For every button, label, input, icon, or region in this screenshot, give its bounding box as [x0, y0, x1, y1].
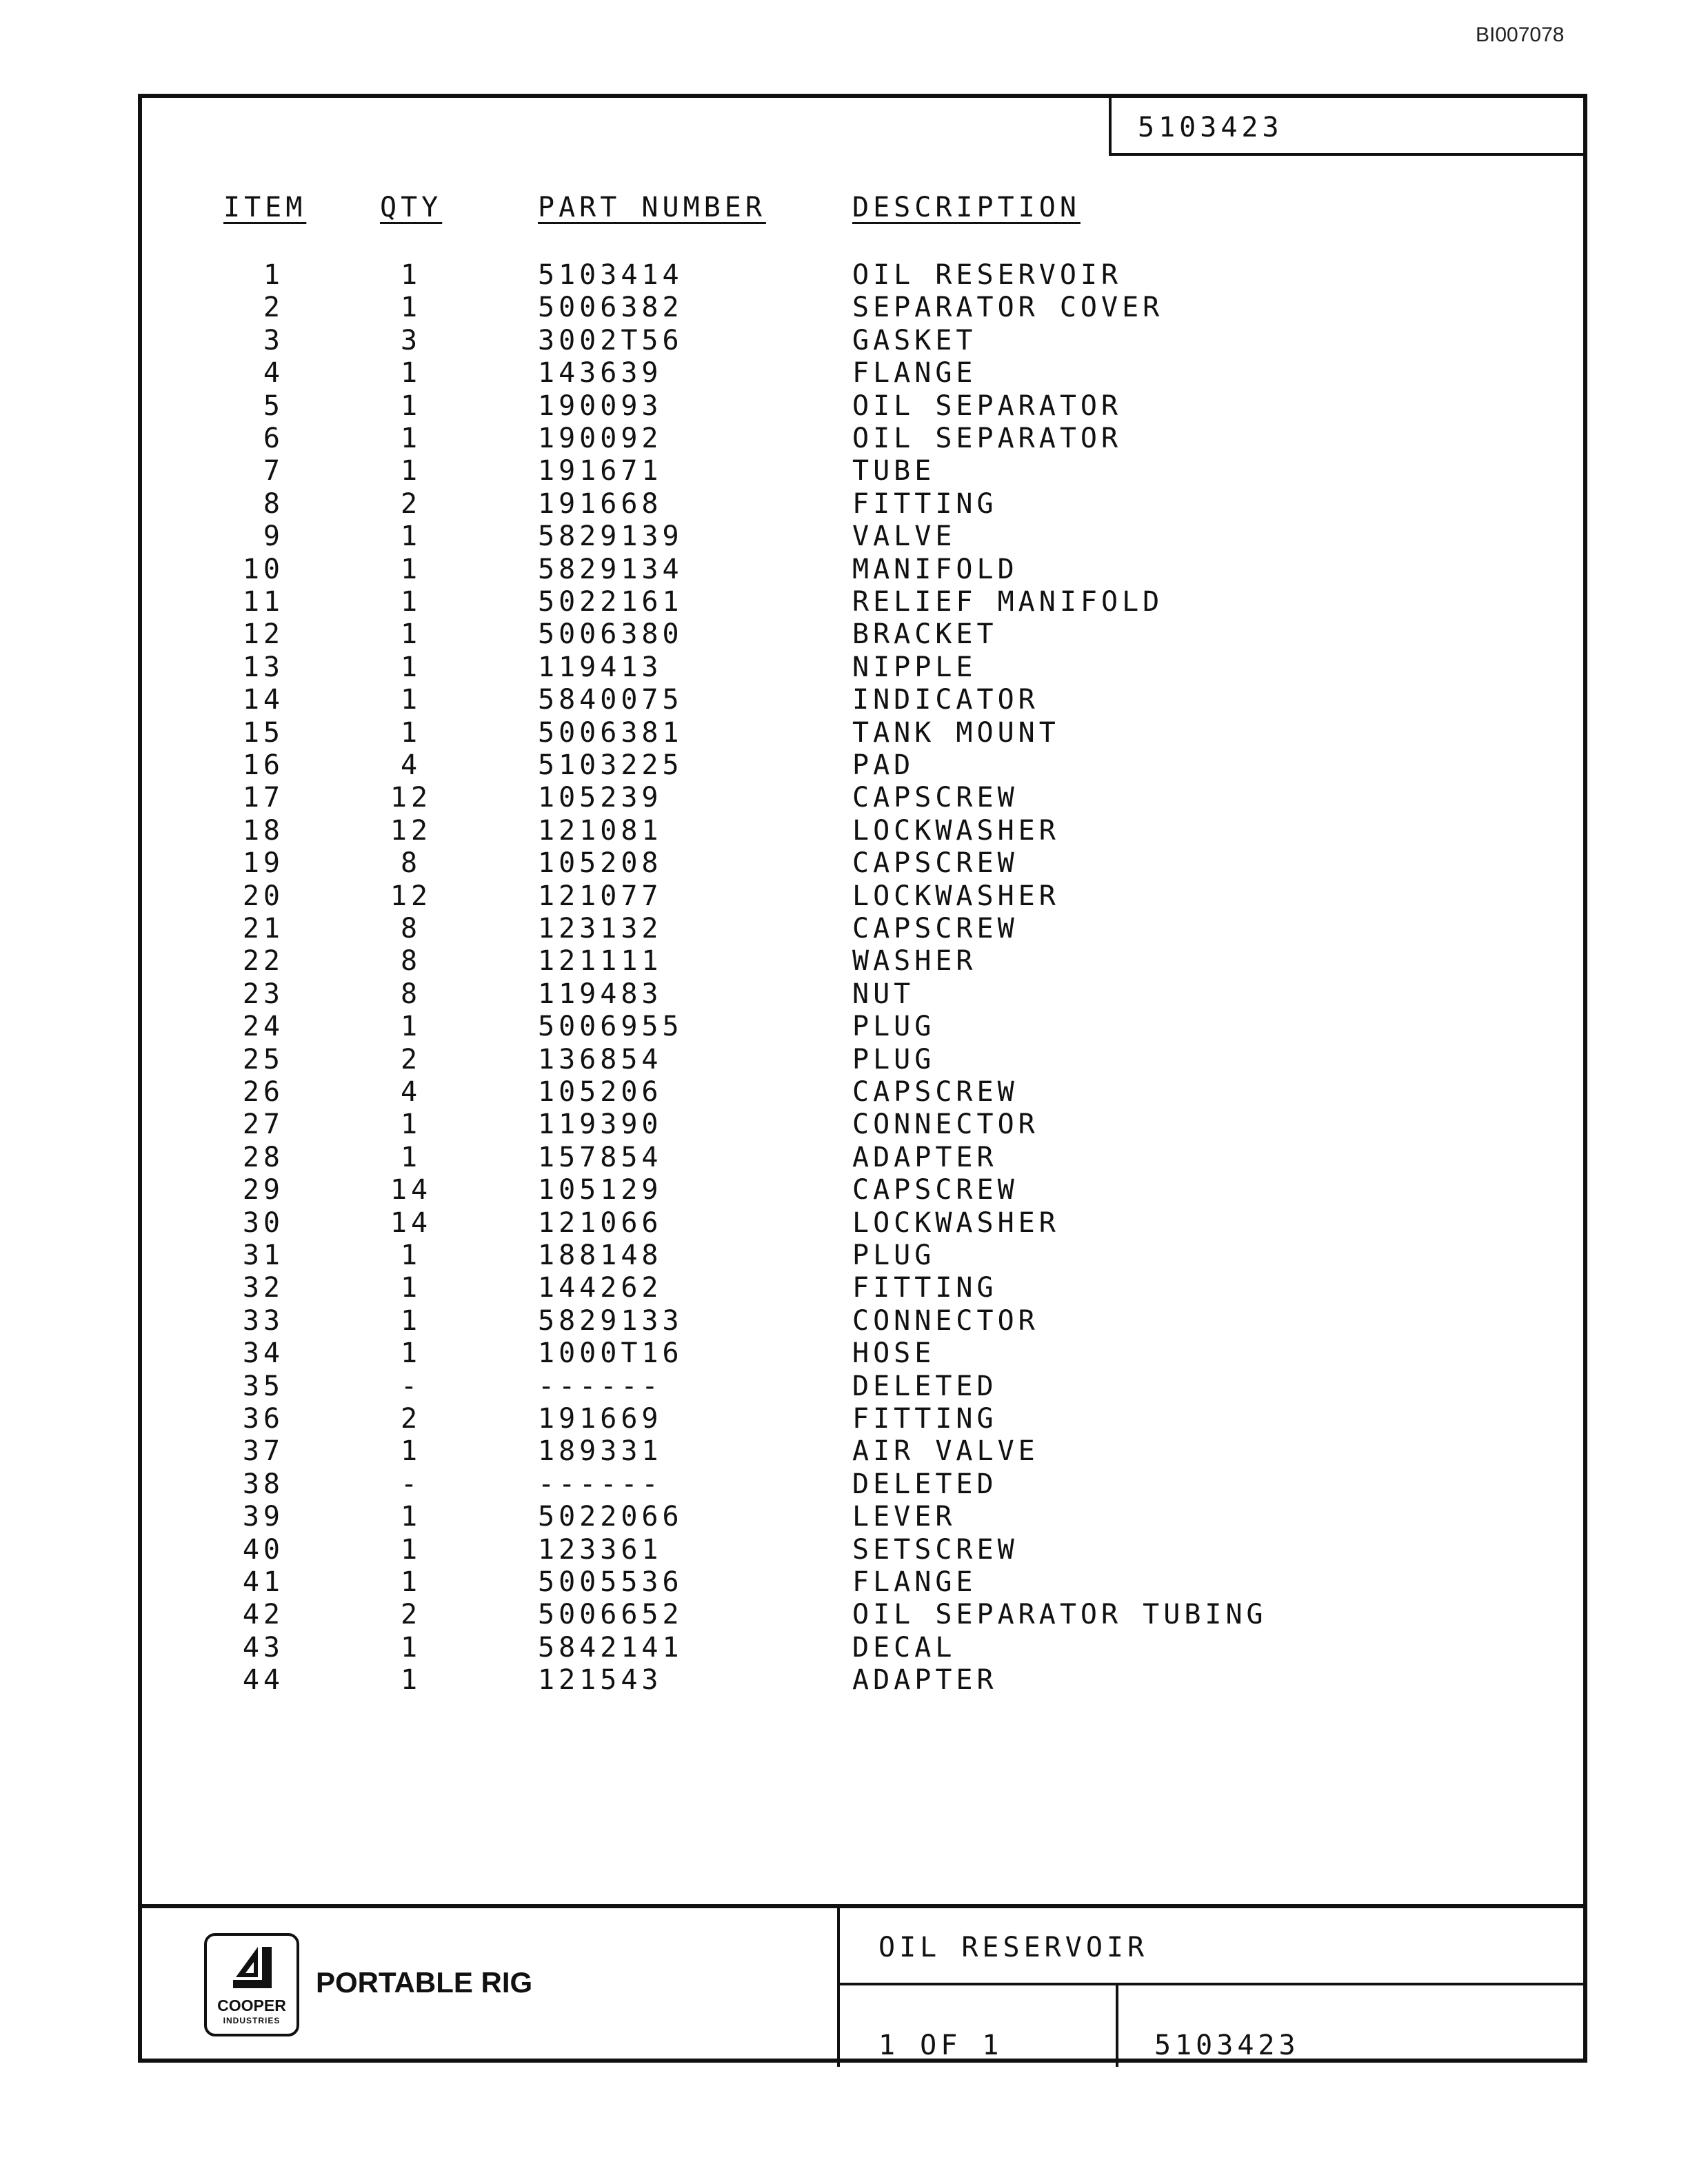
- cell-part-number: 5829134: [538, 553, 683, 585]
- table-row: [142, 1632, 1583, 1665]
- cell-description: MANIFOLD: [852, 553, 1018, 585]
- cell-description: LOCKWASHER: [852, 814, 1060, 847]
- cell-description: FLANGE: [852, 1566, 977, 1598]
- cell-qty: 1: [400, 586, 422, 618]
- cell-part-number: 5103414: [538, 259, 683, 291]
- cell-item: 31: [242, 1240, 284, 1271]
- cell-qty: 1: [400, 1337, 422, 1370]
- cell-part-number: 119390: [538, 1109, 663, 1141]
- cell-part-number: 121066: [538, 1206, 663, 1239]
- cell-item: 13: [242, 651, 284, 683]
- cell-item: 2: [263, 292, 284, 324]
- cell-qty: 1: [400, 1566, 422, 1598]
- cell-qty: 4: [400, 749, 422, 781]
- drawing-title: OIL RESERVOIR: [878, 1932, 1149, 1963]
- sheet-count: 1 OF 1: [878, 2030, 1003, 2061]
- cell-qty: 1: [400, 455, 422, 487]
- table-row: [142, 782, 1583, 815]
- cell-qty: 8: [400, 945, 422, 978]
- cell-qty: 1: [400, 292, 422, 324]
- cell-qty: 1: [400, 1304, 422, 1337]
- cell-qty: 1: [400, 1141, 422, 1173]
- cell-qty: 1: [400, 1272, 422, 1304]
- table-row: [142, 1337, 1583, 1371]
- cell-item: 12: [242, 618, 284, 651]
- cell-item: 17: [242, 782, 284, 814]
- cell-qty: 4: [400, 1076, 422, 1108]
- cell-part-number: 189331: [538, 1435, 663, 1468]
- cell-item: 40: [242, 1533, 284, 1566]
- cell-part-number: 5005536: [538, 1566, 683, 1598]
- cell-part-number: 143639: [538, 357, 663, 390]
- cell-item: 33: [242, 1304, 284, 1337]
- table-row: [142, 520, 1583, 554]
- cell-part-number: 121111: [538, 945, 663, 978]
- cell-part-number: ------: [538, 1468, 663, 1500]
- cell-description: FITTING: [852, 1272, 998, 1304]
- cell-description: WASHER: [852, 945, 977, 978]
- cell-item: 28: [242, 1141, 284, 1173]
- cell-item: 39: [242, 1501, 284, 1533]
- cell-description: FLANGE: [852, 357, 977, 390]
- cell-qty: 1: [400, 259, 422, 291]
- cell-part-number: 136854: [538, 1043, 663, 1075]
- cell-qty: 2: [400, 1403, 422, 1435]
- cell-part-number: 191669: [538, 1403, 663, 1435]
- header-part-number: PART NUMBER: [538, 192, 766, 223]
- cell-item: 8: [263, 487, 284, 520]
- cell-description: AIR VALVE: [852, 1435, 1039, 1468]
- cell-item: 9: [263, 520, 284, 553]
- cell-item: 6: [263, 423, 284, 454]
- cell-description: OIL SEPARATOR TUBING: [852, 1599, 1267, 1631]
- header-qty: QTY: [380, 192, 443, 223]
- cell-description: CAPSCREW: [852, 913, 1018, 944]
- table-row: [142, 1599, 1583, 1632]
- cell-qty: 14: [390, 1206, 432, 1239]
- cell-description: NUT: [852, 978, 915, 1010]
- cell-part-number: 5022066: [538, 1501, 683, 1533]
- cell-part-number: 121077: [538, 880, 663, 912]
- cell-description: HOSE: [852, 1337, 936, 1370]
- table-row: [142, 325, 1583, 358]
- cell-item: 23: [242, 978, 284, 1010]
- cell-part-number: 157854: [538, 1141, 663, 1173]
- table-row: [142, 1240, 1583, 1273]
- cooper-logo: [204, 1933, 299, 2036]
- cell-item: 10: [242, 553, 284, 585]
- cell-qty: 12: [390, 782, 432, 814]
- cell-part-number: 5829133: [538, 1304, 683, 1337]
- cell-item: 22: [242, 945, 284, 978]
- cell-description: INDICATOR: [852, 684, 1039, 716]
- cell-part-number: 5103225: [538, 749, 683, 781]
- cell-qty: 3: [400, 324, 422, 356]
- cell-description: SETSCREW: [852, 1533, 1018, 1566]
- cell-part-number: 5006955: [538, 1011, 683, 1043]
- cell-part-number: 144262: [538, 1272, 663, 1304]
- cell-item: 37: [242, 1435, 284, 1468]
- cell-description: CONNECTOR: [852, 1304, 1039, 1337]
- cell-description: LOCKWASHER: [852, 1206, 1060, 1239]
- table-row: [142, 913, 1583, 946]
- cell-part-number: 188148: [538, 1240, 663, 1271]
- document-id: BI007078: [1476, 23, 1565, 46]
- cell-part-number: 121543: [538, 1664, 663, 1697]
- drawing-number-box: [1109, 97, 1585, 156]
- table-row: [142, 1468, 1583, 1502]
- drawing-sheet: [138, 94, 1587, 2063]
- cell-item: 26: [242, 1076, 284, 1108]
- cell-item: 24: [242, 1011, 284, 1043]
- cell-description: LEVER: [852, 1501, 956, 1533]
- cell-part-number: 190092: [538, 423, 663, 454]
- cell-item: 5: [263, 390, 284, 422]
- cell-item: 30: [242, 1206, 284, 1239]
- cell-description: CAPSCREW: [852, 1174, 1018, 1206]
- table-row: [142, 1011, 1583, 1044]
- cell-description: PAD: [852, 749, 915, 781]
- cell-part-number: 105208: [538, 847, 663, 880]
- cell-item: 7: [263, 455, 284, 487]
- table-row: [142, 423, 1583, 456]
- cell-item: 36: [242, 1403, 284, 1435]
- cell-part-number: 5842141: [538, 1631, 683, 1664]
- cell-qty: 1: [400, 684, 422, 716]
- cell-part-number: ------: [538, 1370, 663, 1402]
- table-row: [142, 618, 1583, 651]
- table-row: [142, 945, 1583, 978]
- cell-item: 21: [242, 913, 284, 944]
- cell-qty: 2: [400, 1599, 422, 1631]
- cell-qty: 1: [400, 390, 422, 422]
- cell-item: 25: [242, 1043, 284, 1075]
- cell-item: 11: [242, 586, 284, 618]
- cell-item: 3: [263, 324, 284, 356]
- cell-description: CAPSCREW: [852, 847, 1018, 880]
- table-row: [142, 1109, 1583, 1142]
- cell-qty: -: [400, 1468, 422, 1500]
- table-row: [142, 488, 1583, 521]
- cell-part-number: 191671: [538, 455, 663, 487]
- cell-description: PLUG: [852, 1240, 936, 1271]
- cell-item: 1: [263, 259, 284, 291]
- table-row: [142, 1076, 1583, 1109]
- drawing-number-top: 5103423: [1138, 112, 1283, 143]
- logo-subtitle: INDUSTRIES: [223, 2016, 281, 2025]
- cell-item: 14: [242, 684, 284, 716]
- cell-qty: 1: [400, 520, 422, 553]
- cell-item: 15: [242, 716, 284, 749]
- cell-description: DECAL: [852, 1631, 956, 1664]
- cell-part-number: 105129: [538, 1174, 663, 1206]
- cell-item: 34: [242, 1337, 284, 1370]
- cell-description: TANK MOUNT: [852, 716, 1060, 749]
- cell-qty: 1: [400, 1240, 422, 1271]
- cell-item: 27: [242, 1109, 284, 1141]
- cell-description: VALVE: [852, 520, 956, 553]
- cell-description: PLUG: [852, 1011, 936, 1043]
- table-row: [142, 1403, 1583, 1436]
- table-row: [142, 1272, 1583, 1305]
- table-row: [142, 1207, 1583, 1240]
- table-row: [142, 880, 1583, 913]
- cell-part-number: 123132: [538, 913, 663, 944]
- cell-item: 32: [242, 1272, 284, 1304]
- cell-item: 29: [242, 1174, 284, 1206]
- cell-part-number: 121081: [538, 814, 663, 847]
- title-block-divider: [837, 1983, 1587, 1985]
- cell-item: 20: [242, 880, 284, 912]
- cell-part-number: 123361: [538, 1533, 663, 1566]
- table-row: [142, 455, 1583, 488]
- cell-part-number: 5022161: [538, 586, 683, 618]
- table-row: [142, 357, 1583, 390]
- cell-qty: 1: [400, 651, 422, 683]
- cell-qty: 1: [400, 357, 422, 390]
- title-block-divider: [837, 1908, 840, 2067]
- table-row: [142, 1142, 1583, 1175]
- company-name: PORTABLE RIG: [316, 1966, 533, 1999]
- table-row: [142, 390, 1583, 423]
- cell-qty: 8: [400, 978, 422, 1010]
- cell-part-number: 5006652: [538, 1599, 683, 1631]
- cell-part-number: 3002T56: [538, 324, 683, 356]
- table-row: [142, 259, 1583, 292]
- cooper-mark-icon: [230, 1943, 279, 1992]
- cell-part-number: 5006380: [538, 618, 683, 651]
- cell-description: OIL RESERVOIR: [852, 259, 1123, 291]
- table-row: [142, 292, 1583, 325]
- cell-description: LOCKWASHER: [852, 880, 1060, 912]
- header-item: ITEM: [223, 192, 307, 223]
- table-row: [142, 1664, 1583, 1697]
- cell-part-number: 191668: [538, 487, 663, 520]
- cell-part-number: 5829139: [538, 520, 683, 553]
- table-row: [142, 684, 1583, 717]
- cell-part-number: 105206: [538, 1076, 663, 1108]
- cell-qty: 12: [390, 880, 432, 912]
- cell-description: FITTING: [852, 487, 998, 520]
- cell-qty: 1: [400, 1664, 422, 1697]
- cell-description: CONNECTOR: [852, 1109, 1039, 1141]
- cell-description: CAPSCREW: [852, 1076, 1018, 1108]
- cell-item: 16: [242, 749, 284, 781]
- cell-description: ADAPTER: [852, 1141, 998, 1173]
- cell-part-number: 105239: [538, 782, 663, 814]
- cell-description: TUBE: [852, 455, 936, 487]
- cell-description: BRACKET: [852, 618, 998, 651]
- cell-part-number: 5006381: [538, 716, 683, 749]
- table-row: [142, 1174, 1583, 1207]
- title-block-divider: [1116, 1983, 1118, 2067]
- table-row: [142, 1435, 1583, 1468]
- cell-description: RELIEF MANIFOLD: [852, 586, 1164, 618]
- table-row: [142, 749, 1583, 782]
- cell-part-number: 119483: [538, 978, 663, 1010]
- logo-name: COOPER: [217, 1996, 286, 2014]
- table-row: [142, 847, 1583, 880]
- cell-description: GASKET: [852, 324, 977, 356]
- table-row: [142, 1305, 1583, 1338]
- cell-description: OIL SEPARATOR: [852, 423, 1123, 454]
- cell-item: 43: [242, 1631, 284, 1664]
- table-row: [142, 717, 1583, 750]
- title-block: [138, 1904, 1587, 2067]
- cell-part-number: 119413: [538, 651, 663, 683]
- cell-item: 41: [242, 1566, 284, 1598]
- cell-item: 42: [242, 1599, 284, 1631]
- table-row: [142, 1044, 1583, 1077]
- cell-qty: 1: [400, 618, 422, 651]
- cell-item: 18: [242, 814, 284, 847]
- cell-qty: 1: [400, 1501, 422, 1533]
- table-row: [142, 586, 1583, 619]
- cell-qty: 1: [400, 1109, 422, 1141]
- cell-qty: 1: [400, 1533, 422, 1566]
- cell-description: DELETED: [852, 1370, 998, 1402]
- cell-item: 19: [242, 847, 284, 880]
- cell-description: CAPSCREW: [852, 782, 1018, 814]
- cell-item: 4: [263, 357, 284, 390]
- table-row: [142, 651, 1583, 685]
- table-row: [142, 1534, 1583, 1567]
- cell-qty: 1: [400, 716, 422, 749]
- cell-part-number: 190093: [538, 390, 663, 422]
- cell-item: 35: [242, 1370, 284, 1402]
- cell-qty: 8: [400, 847, 422, 880]
- cell-qty: 1: [400, 423, 422, 454]
- cell-qty: 14: [390, 1174, 432, 1206]
- cell-part-number: 5006382: [538, 292, 683, 324]
- cell-description: NIPPLE: [852, 651, 977, 683]
- cell-qty: 8: [400, 913, 422, 944]
- cell-qty: 1: [400, 1435, 422, 1468]
- table-row: [142, 1566, 1583, 1599]
- cell-item: 38: [242, 1468, 284, 1500]
- cell-description: DELETED: [852, 1468, 998, 1500]
- cell-qty: -: [400, 1370, 422, 1402]
- table-row: [142, 1371, 1583, 1404]
- cell-part-number: 5840075: [538, 684, 683, 716]
- cell-qty: 1: [400, 1631, 422, 1664]
- cell-item: 44: [242, 1664, 284, 1697]
- cell-description: FITTING: [852, 1403, 998, 1435]
- header-description: DESCRIPTION: [852, 192, 1081, 223]
- table-row: [142, 1501, 1583, 1534]
- cell-description: OIL SEPARATOR: [852, 390, 1123, 422]
- cell-qty: 12: [390, 814, 432, 847]
- cell-description: PLUG: [852, 1043, 936, 1075]
- table-row: [142, 554, 1583, 587]
- cell-part-number: 1000T16: [538, 1337, 683, 1370]
- table-row: [142, 815, 1583, 848]
- cell-qty: 2: [400, 1043, 422, 1075]
- cell-qty: 2: [400, 487, 422, 520]
- drawing-number-bottom: 5103423: [1154, 2030, 1300, 2061]
- cell-description: SEPARATOR COVER: [852, 292, 1164, 324]
- cell-description: ADAPTER: [852, 1664, 998, 1697]
- cell-qty: 1: [400, 1011, 422, 1043]
- cell-qty: 1: [400, 553, 422, 585]
- table-row: [142, 978, 1583, 1011]
